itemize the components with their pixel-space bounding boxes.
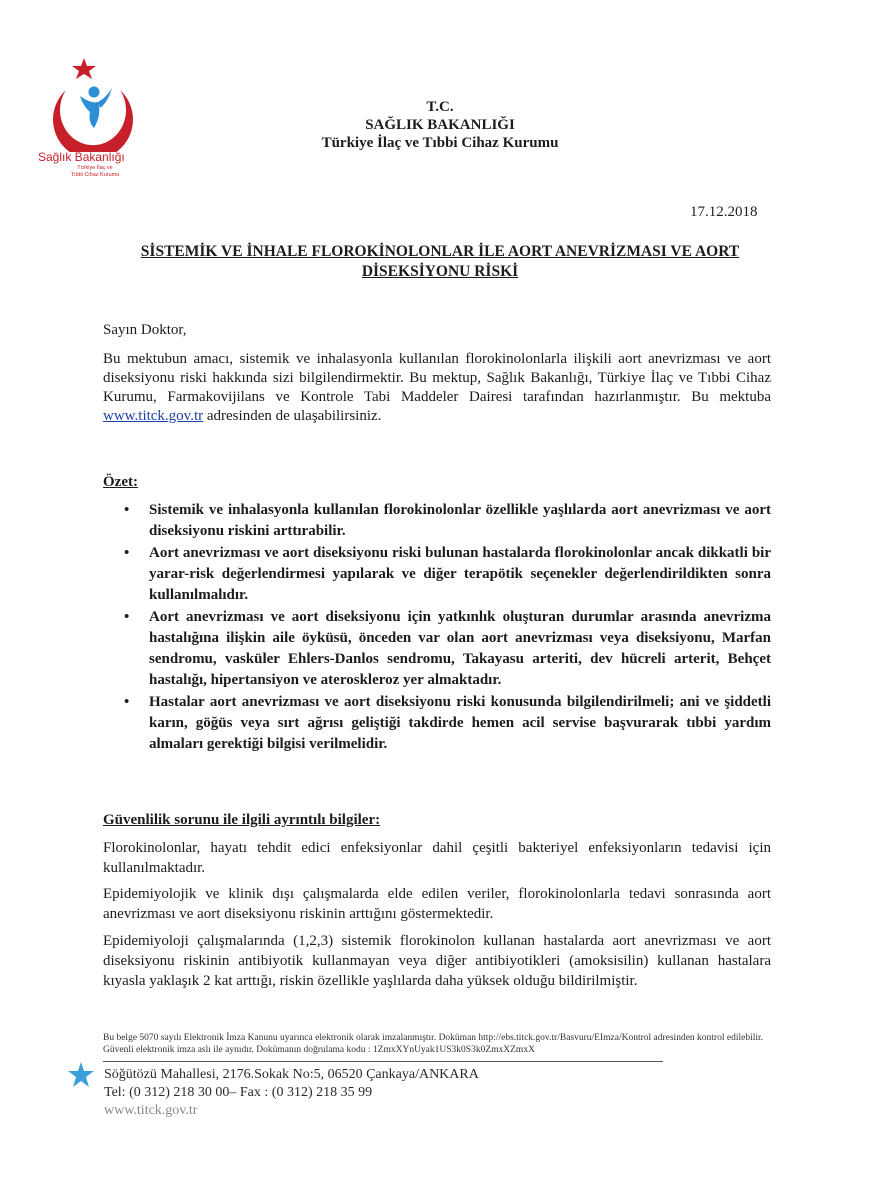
e-signature-notice: Bu belge 5070 sayılı Elektronik İmza Kanunu uyarınca elektronik olarak imzalanmıştır. Doküman http://ebs.titck.gov.tr/Basvuru/EImza/Kontrol adresinden kontrol edilebilir. Güvenli elektronik imza aslı ile aynıdır. Dokümanın doğrulama kodu : 1ZmxXYnUyak1US3k0S3k0ZmxXZmxX xyxy=(103,1033,764,1055)
list-item: • Aort anevrizması ve aort diseksiyonu için yatkınlık oluşturan durumlar arasında anevrizma hastalığına ilişkin aile öyküsü, önceden var olan aort anevrizması veya diseksiyonu, Marfan sendromu, vasküler Ehlers-Danlos sendromu, Takayasu arteriti, dev hücreli arterit, Behçet hastalığı, hipertansiyon ve ateroskleroz yer almaktadır. xyxy=(124,609,771,688)
footer-divider xyxy=(103,1061,663,1062)
crescent-star-figure-icon xyxy=(36,52,146,152)
letterhead xyxy=(220,98,660,152)
salutation: Sayın Doktor, xyxy=(103,322,187,338)
bullet-icon: • xyxy=(124,502,130,518)
summary-heading: Özet: xyxy=(103,474,138,490)
details-heading: Güvenlilik sorunu ile ilgili ayrıntılı bilgiler: xyxy=(103,812,381,828)
summary-list xyxy=(103,500,771,756)
logo-subtitle: Türkiye İlaç ve Tıbbi Cihaz Kurumu xyxy=(70,165,120,178)
footer-website[interactable]: www.titck.gov.tr xyxy=(104,1103,198,1118)
bullet-icon: • xyxy=(124,694,130,710)
footer-phone: Tel: (0 312) 218 30 00– Fax : (0 312) 218 35 99 xyxy=(104,1085,373,1100)
letterhead-line-3: Türkiye İlaç ve Tıbbi Cihaz Kurumu xyxy=(321,135,559,151)
list-item: • Aort anevrizması ve aort diseksiyonu riski bulunan hastalarda florokinolonlar ancak dikkatli bir yarar-risk değerlendirmesi yapılarak ve diğer terapötik seçenekler değerlendirildikten sonra kullanılmalıdır. xyxy=(124,545,771,603)
details-paragraph-3: Epidemiyoloji çalışmalarında (1,2,3) sistemik florokinolon kullanan hastalarda aort anevrizması ve aort diseksiyonu riskinin antibiyotik kullanmayan veya diğer antibiyotikleri (amoksisilin) kullanan hastalara kıyasla yaklaşık 2 kat arttığı, riskin özellikle yaşlılarda daha yüksek olduğu bildirilmiştir. xyxy=(103,933,771,989)
letterhead-line-1: T.C. xyxy=(426,99,454,115)
logo-name: Sağlık Bakanlığı xyxy=(38,150,125,164)
bullet-icon: • xyxy=(124,609,130,625)
star-icon xyxy=(66,1060,96,1090)
bullet-icon: • xyxy=(124,545,130,561)
intro-paragraph: Bu mektubun amacı, sistemik ve inhalasyonla kullanılan florokinolonlarla ilişkili aort anevrizması ve aort diseksiyonu riski hakkında sizi bilgilendirmektir. Bu mektup, Sağlık Bakanlığı, Türkiye İlaç ve Tıbbi Cihaz Kurumu, Farmakovijilans ve Kontrole Tabi Maddeler Dairesi tarafından hazırlanmıştır. Bu mektuba www.titck.gov.tr adresinden de ulaşabilirsiniz. xyxy=(103,351,771,424)
letter-date: 17.12.2018 xyxy=(690,204,758,220)
list-item: • Sistemik ve inhalasyonla kullanılan florokinolonlar özellikle yaşlılarda aort anevrizması ve aort diseksiyonu riskini arttırabilir. xyxy=(124,502,771,539)
title-line-2: DİSEKSİYONU RİSKİ xyxy=(361,263,519,280)
footer-address-block xyxy=(104,1066,479,1120)
document-title xyxy=(100,242,780,282)
footer-address: Söğütözü Mahallesi, 2176.Sokak No:5, 06520 Çankaya/ANKARA xyxy=(104,1067,479,1082)
details-paragraph-2: Epidemiyolojik ve klinik dışı çalışmalarda elde edilen veriler, florokinolonlarla tedavi sonrasında aort anevrizması ve aort diseksiyonu riskinin arttığını göstermektedir. xyxy=(103,886,771,922)
title-line-1: SİSTEMİK VE İNHALE FLOROKİNOLONLAR İLE AORT ANEVRİZMASI VE AORT xyxy=(140,243,740,260)
website-link[interactable]: www.titck.gov.tr xyxy=(103,408,204,424)
ministry-logo xyxy=(36,52,146,192)
details-paragraph-1: Florokinolonlar, hayatı tehdit edici enfeksiyonlar dahil çeşitli bakteriyel enfeksiyonların tedavisi için kullanılmaktadır. xyxy=(103,840,771,876)
letterhead-line-2: SAĞLIK BAKANLIĞI xyxy=(365,117,515,133)
list-item: • Hastalar aort anevrizması ve aort diseksiyonu riski konusunda bilgilendirilmeli; ani ve şiddetli karın, göğüs veya sırt ağrısı geliştiği takdirde hemen acil servise başvurarak tıbbi yardım almaları gerektiği bilgisi verilmelidir. xyxy=(124,694,771,752)
